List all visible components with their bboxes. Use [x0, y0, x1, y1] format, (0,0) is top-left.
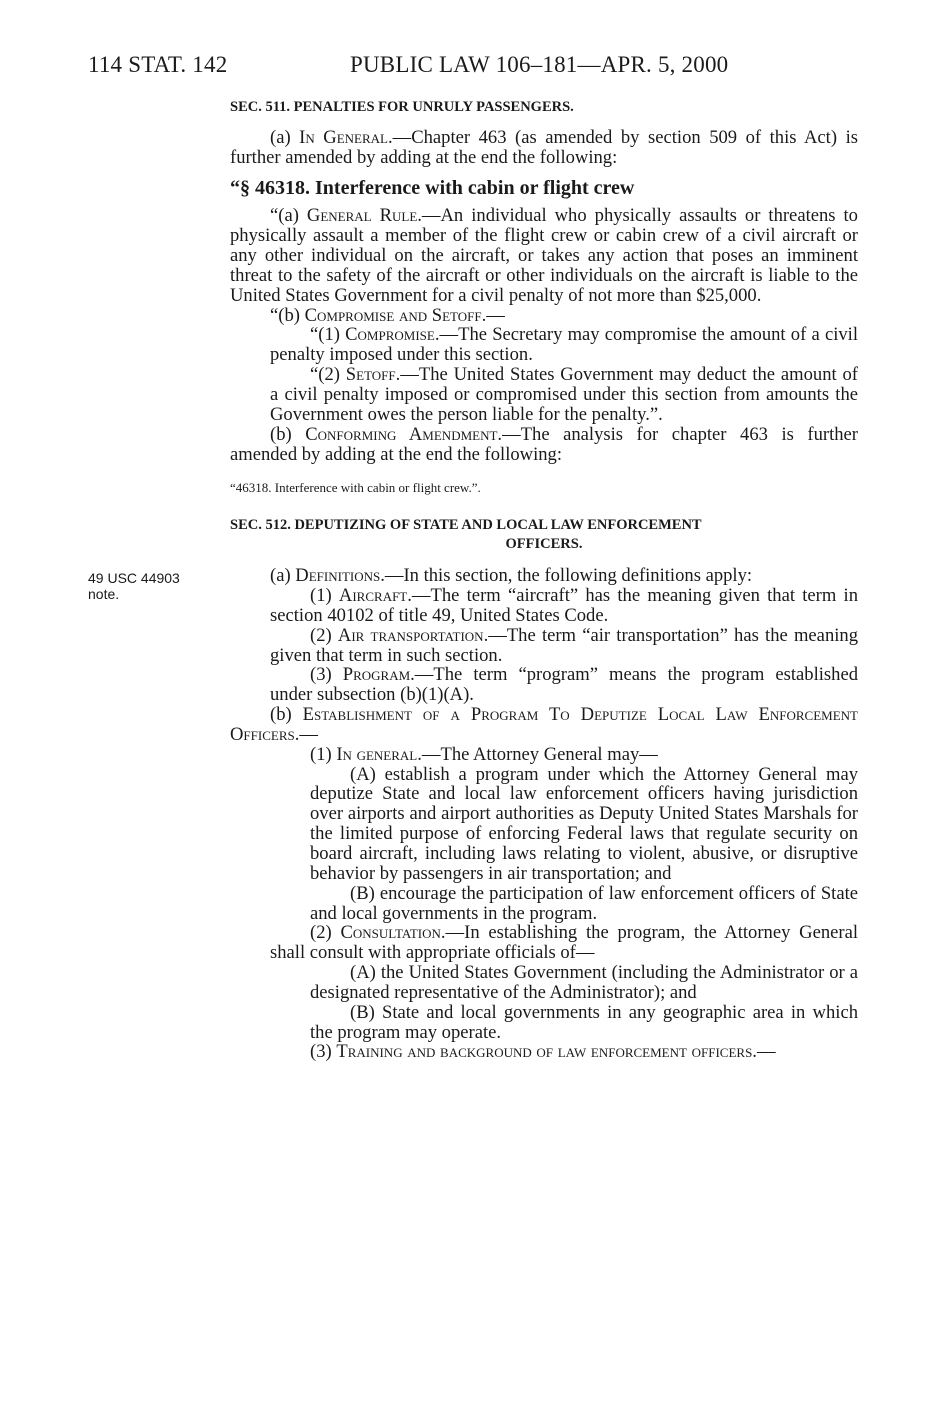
- sec512-heading: [230, 516, 858, 554]
- margin-note-line2: note.: [88, 586, 120, 602]
- sec512-heading-tail: OFFICERS.: [505, 536, 583, 553]
- sec512-a: (a) Definitions.—In this section, the following definitions apply:: [270, 565, 753, 587]
- sec512-heading-lead: SEC. 512. DEPUTIZING OF STATE AND LOCAL LAW ENFORCEMENT: [230, 517, 702, 534]
- sec511-b: (b) Conforming Amendment.—The analysis for chapter 463 is further amended by adding at the end the following:: [230, 423, 858, 465]
- sec512-a2: (2) Air transportation.—The term “air transportation” has the meaning given that term in such section.: [270, 624, 858, 666]
- sec511-a: (a) In General.—Chapter 463 (as amended by section 509 of this Act) is further amended by adding at the end the following:: [230, 126, 858, 168]
- sec46318-b2: “(2) Setoff.—The United States Government may deduct the amount of a civil penalty imposed or compromised under this section from amounts the Government owes the person liable for the penalty.”.: [270, 364, 858, 425]
- sec512-a1: (1) Aircraft.—The term “aircraft” has the meaning given that term in section 40102 of title 49, United States Code.: [270, 585, 858, 626]
- sec512-b3: (3) Training and background of law enforcement officers.—: [310, 1041, 776, 1063]
- sec46318-b1: “(1) Compromise.—The Secretary may compromise the amount of a civil penalty imposed under this section.: [270, 324, 858, 366]
- sec512-b2: (2) Consultation.—In establishing the program, the Attorney General shall consult with appropriate officials of—: [270, 922, 858, 964]
- sec512-b1A: (A) establish a program under which the Attorney General may deputize State and local law enforcement officers having jurisdiction over airports and airport authorities as Deputy United States Marshals for the limited purpose of enforcing Federal laws that regulate security on board aircraft, including laws relating to violent, abusive, or disruptive behavior by passengers in air transportation; and: [310, 763, 858, 884]
- sec512-b2B: (B) State and local governments in any geographic area in which the program may operate.: [310, 1001, 858, 1043]
- margin-note: [88, 570, 180, 602]
- page-number: 114 STAT. 142: [88, 52, 228, 77]
- law-title: PUBLIC LAW 106–181—APR. 5, 2000: [350, 52, 729, 77]
- sec46318-b: “(b) Compromise and Setoff.—: [270, 304, 505, 326]
- section-46318-heading: “§ 46318. Interference with cabin or flight crew: [230, 176, 635, 199]
- toc-entry: “46318. Interference with cabin or flight crew.”.: [230, 480, 481, 496]
- sec512-b: (b) Establishment of a Program To Deputize Local Law Enforcement Officers.—: [230, 704, 858, 745]
- sec512-b2A: (A) the United States Government (including the Administrator or a designated representative of the Administrator); and: [310, 962, 858, 1003]
- sec511-heading: SEC. 511. PENALTIES FOR UNRULY PASSENGERS.: [230, 99, 574, 115]
- document-body: [230, 94, 858, 1062]
- margin-note-line1: 49 USC 44903: [88, 570, 180, 586]
- sec512-b1: (1) In general.—The Attorney General may—: [310, 743, 658, 765]
- sec46318-a: “(a) General Rule.—An individual who physically assaults or threatens to physically assault a member of the flight crew or cabin crew of a civil aircraft or any other individual on the aircraft, or takes any action that poses an imminent threat to the safety of the aircraft or other individuals on the aircraft is liable to the United States Government for a civil penalty of not more than $25,000.: [230, 205, 858, 306]
- sec512-a3: (3) Program.—The term “program” means the program established under subsection (b)(1)(A).: [270, 664, 858, 706]
- sec512-b1B: (B) encourage the participation of law enforcement officers of State and local governments in the program.: [310, 882, 858, 924]
